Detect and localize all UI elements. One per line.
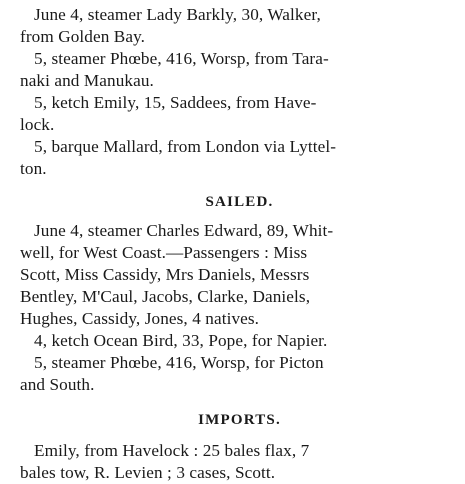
arrival-entry <box>20 4 459 48</box>
sailing-entry <box>20 352 459 396</box>
entry-line: June 4, steamer Lady Barkly, 30, Walker, <box>34 5 321 24</box>
arrived-section <box>20 4 459 180</box>
sailed-section <box>20 220 459 396</box>
sailed-heading: SAILED. <box>205 194 274 210</box>
entry-line: 5, steamer Phœbe, 416, Worsp, for Picton <box>34 353 324 372</box>
arrival-entry <box>20 48 459 92</box>
entry-line: Hughes, Cassidy, Jones, 4 natives. <box>20 309 260 328</box>
entry-line: 5, barque Mallard, from London via Lyttel- <box>34 137 337 156</box>
arrival-entry <box>20 136 459 180</box>
sailing-entry <box>20 330 459 352</box>
arrival-entry <box>20 92 459 136</box>
entry-line: bales tow, R. Levien ; 3 cases, Scott. <box>20 463 276 482</box>
entry-line: 5, ketch Emily, 15, Saddees, from Have- <box>34 93 317 112</box>
entry-line: naki and Manukau. <box>20 71 154 90</box>
entry-line: from Golden Bay. <box>20 27 146 46</box>
entry-line: June 4, steamer Charles Edward, 89, Whit- <box>34 221 334 240</box>
entry-line: and South. <box>20 375 95 394</box>
entry-line: Bentley, M'Caul, Jacobs, Clarke, Daniels, <box>20 287 311 306</box>
entry-line: ton. <box>20 159 47 178</box>
sailing-entry <box>20 220 459 330</box>
entry-line: lock. <box>20 115 55 134</box>
entry-line: Emily, from Havelock : 25 bales flax, 7 <box>34 441 310 460</box>
imports-section <box>20 440 459 484</box>
entry-line: well, for West Coast.—Passengers : Miss <box>20 243 308 262</box>
entry-line: 4, ketch Ocean Bird, 33, Pope, for Napier. <box>34 331 328 350</box>
import-entry <box>20 440 459 484</box>
imports-heading: IMPORTS. <box>198 412 281 428</box>
entry-line: Scott, Miss Cassidy, Mrs Daniels, Messrs <box>20 265 310 284</box>
entry-line: 5, steamer Phœbe, 416, Worsp, from Tara- <box>34 49 329 68</box>
